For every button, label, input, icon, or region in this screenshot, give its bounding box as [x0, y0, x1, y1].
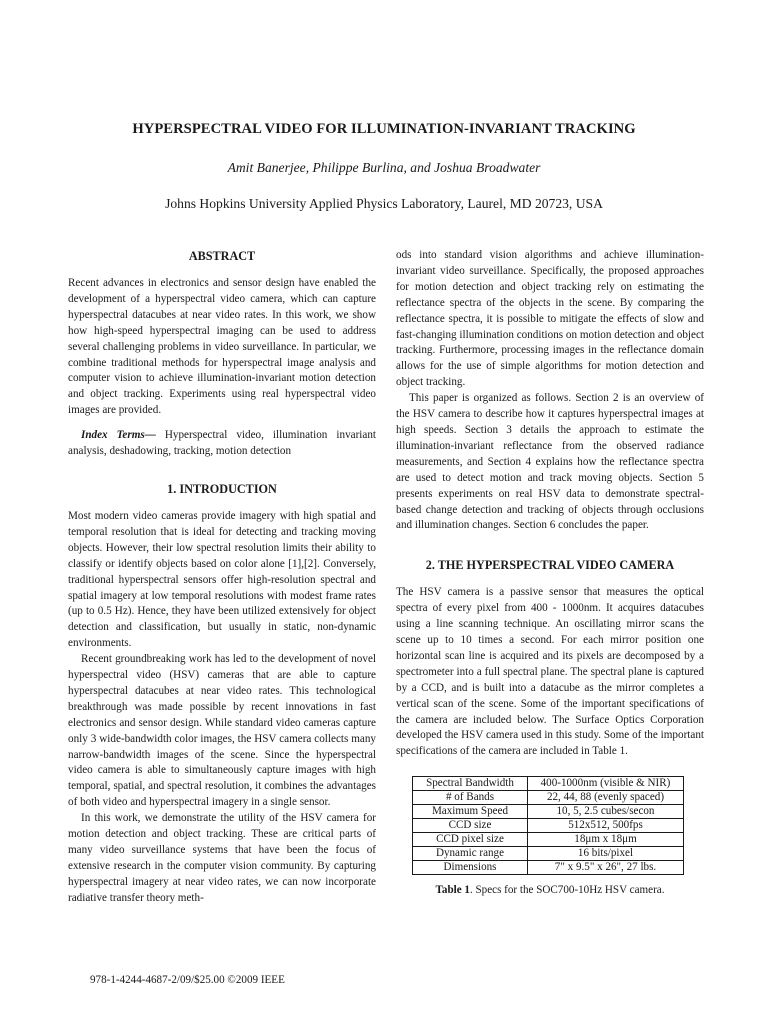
table-row: [413, 777, 684, 791]
spec-label: Dynamic range: [413, 847, 528, 861]
spec-value: 16 bits/pixel: [528, 847, 684, 861]
spec-value: 18μm x 18μm: [528, 833, 684, 847]
table-caption: [396, 884, 704, 896]
spec-label: Spectral Bandwidth: [413, 777, 528, 791]
spec-label: Maximum Speed: [413, 805, 528, 819]
spec-value: 400-1000nm (visible & NIR): [528, 777, 684, 791]
spec-value: 10, 5, 2.5 cubes/secon: [528, 805, 684, 819]
spec-value: 512x512, 500fps: [528, 819, 684, 833]
index-terms: [68, 428, 376, 460]
table-row: [413, 819, 684, 833]
spec-value: 22, 44, 88 (evenly spaced): [528, 791, 684, 805]
spec-value: 7" x 9.5" x 26", 27 lbs.: [528, 861, 684, 875]
table-row: [413, 847, 684, 861]
table-row: [413, 791, 684, 805]
table-row: [413, 805, 684, 819]
paper-authors: Amit Banerjee, Philippe Burlina, and Joshua Broadwater: [227, 160, 541, 175]
intro-paragraph-1: Most modern video cameras provide imagery with high spatial and temporal resolution that is ideal for detecting and tracking moving objects. However, their low spectral resolution limits their ability to classify or identify objects based on color alone [1],[2]. Conversely, traditional hyperspectral sensors offer high-resolution spectral and spatial imagery at low temporal resolutions with modest frame rates (up to 0.5 Hz). Hence, they have been utilized extensively for object detection and classification, but usually in static, non-dynamic environments.: [68, 509, 376, 650]
paper-title: HYPERSPECTRAL VIDEO FOR ILLUMINATION-INVARIANT TRACKING: [132, 121, 636, 137]
specs-table: [412, 776, 684, 875]
intro-paragraph-2: Recent groundbreaking work has led to the development of novel hyperspectral video (HSV) cameras that are able to capture hyperspectral datacubes at near video rates. This technological breakthrough was made possible by recent innovations in fast electronics and sensor design. While standard video cameras capture only 3 wide-bandwidth color images, the HSV camera collects many narrow-bandwidth images of the scene. Since the hyperspectral video camera is able to simultaneously capture images with high temporal, spatial, and spectral resolution, it combines the advantages of both video and hyperspectral imagery in a single sensor.: [68, 653, 376, 809]
camera-heading: 2. THE HYPERSPECTRAL VIDEO CAMERA: [425, 558, 675, 573]
index-terms-label: Index Terms—: [81, 429, 156, 442]
table-row: [413, 861, 684, 875]
right-column: [396, 248, 704, 896]
spec-label: CCD pixel size: [413, 833, 528, 847]
abstract-text: Recent advances in electronics and sensor design have enabled the development of a hyperspectral video camera, which can capture hyperspectral datacubes at near video rates. In this work, we show how high-speed hyperspectral imaging can be used to address several challenging problems in video surveillance. In particular, we combine traditional methods for hyperspectral image analysis and computer vision to achieve illumination-invariant motion detection and object tracking. Experiments using real hyperspectral video images are provided.: [68, 277, 376, 417]
copyright-footer: 978-1-4244-4687-2/09/$25.00 ©2009 IEEE: [90, 974, 285, 986]
intro-paragraph-4: This paper is organized as follows. Section 2 is an overview of the HSV camera to describe how it captures hyperspectral images at high speeds. Section 3 details the approach to estimate the illumination-invariant reflectance from the observed radiance measurements, and Section 4 explains how the reflectance spectra are used to detect motion and track moving objects. Section 5 presents experiments on real HSV data to demonstrate spectral-based change detection and tracking of objects through occlusions and illumination changes. Section 6 concludes the paper.: [396, 392, 704, 532]
intro-paragraph-3-continued: ods into standard vision algorithms and achieve illumination-invariant video surveillance. Specifically, the proposed approaches for motion detection and object tracking rely on estimating the reflectance spectra of the objects in the scene. By comparing the reflectance spectra, it is possible to mitigate the effects of slow and fast-changing illumination conditions on motion detection and object tracking. Furthermore, processing images in the reflectance domain allows for the use of simple algorithms for motion detection and object tracking.: [396, 249, 704, 389]
intro-paragraph-3: In this work, we demonstrate the utility of the HSV camera for motion detection and object tracking. These are critical parts of many video surveillance systems that have been the focus of extensive research in the computer vision community. By capturing hyperspectral imagery at near video rates, we can now incorporate radiative transfer theory meth-: [68, 812, 376, 904]
table-row: [413, 833, 684, 847]
index-terms-text: Hyperspectral video, illumination invariant analysis, deshadowing, tracking, motion detection: [68, 429, 376, 458]
spec-label: CCD size: [413, 819, 528, 833]
spec-label: # of Bands: [413, 791, 528, 805]
paper-affiliation: Johns Hopkins University Applied Physics Laboratory, Laurel, MD 20723, USA: [165, 196, 603, 211]
table-caption-text: . Specs for the SOC700-10Hz HSV camera.: [469, 884, 665, 897]
table-caption-label: Table 1: [435, 884, 470, 897]
spec-label: Dimensions: [413, 861, 528, 875]
camera-paragraph-1: The HSV camera is a passive sensor that measures the optical spectra of every pixel from 400 - 1000nm. It acquires datacubes using a line scanning technique. An oscillating mirror scans the scene up to 10 times a second. For each mirror position one horizontal scan line is acquired and its pixels are decomposed by a spectrometer into a full spectral plane. The spectral plane is captured by a CCD, and is built into a datacube as the mirror completes a vertical scan of the scene. Some of the important specifications of the camera are included below. The Surface Optics Corporation developed the HSV camera used in this study. Some of the important specifications of the camera are included in Table 1.: [396, 586, 704, 758]
left-column: [68, 248, 376, 907]
abstract-heading: ABSTRACT: [188, 249, 256, 263]
introduction-heading: 1. INTRODUCTION: [167, 481, 277, 496]
